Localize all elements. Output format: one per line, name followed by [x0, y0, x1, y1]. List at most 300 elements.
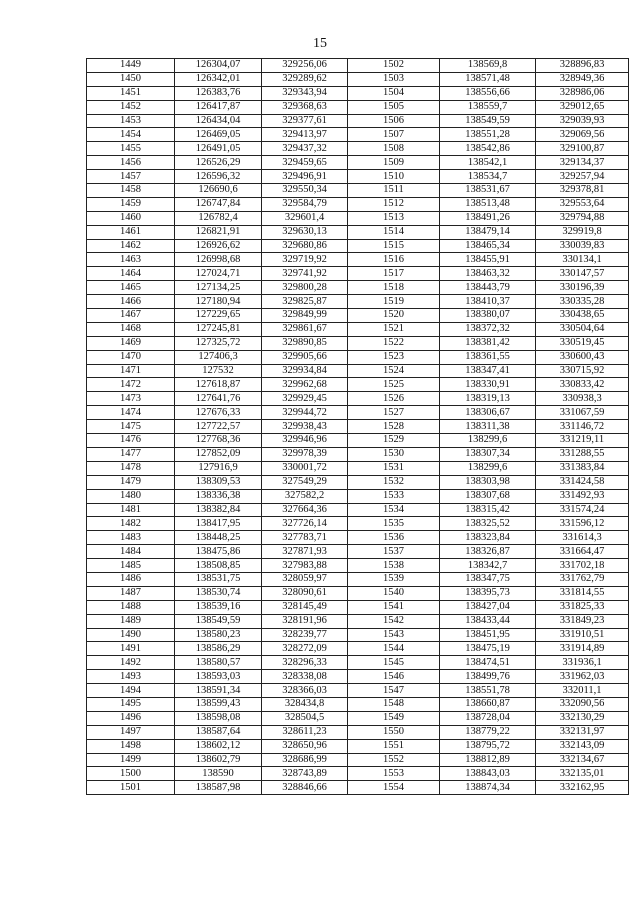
table-row — [87, 753, 629, 767]
page-number: 15 — [313, 36, 327, 51]
x-coordinate: 138347,41 — [440, 364, 536, 378]
x-coordinate: 138551,28 — [440, 128, 536, 142]
table-row — [87, 295, 629, 309]
x-coordinate: 138309,53 — [175, 475, 262, 489]
y-coordinate: 329377,61 — [262, 114, 348, 128]
x-coordinate: 138342,7 — [440, 559, 536, 573]
x-coordinate: 138599,43 — [175, 697, 262, 711]
x-coordinate: 138571,48 — [440, 72, 536, 86]
x-coordinate: 138499,76 — [440, 670, 536, 684]
y-coordinate: 329343,94 — [262, 86, 348, 100]
x-coordinate: 138513,48 — [440, 197, 536, 211]
point-number: 1458 — [87, 184, 175, 198]
y-coordinate: 332011,1 — [536, 684, 629, 698]
x-coordinate: 138410,37 — [440, 295, 536, 309]
point-number: 1526 — [348, 392, 440, 406]
y-coordinate: 331936,1 — [536, 656, 629, 670]
point-number: 1507 — [348, 128, 440, 142]
point-number: 1499 — [87, 753, 175, 767]
x-coordinate: 138347,75 — [440, 572, 536, 586]
table-row — [87, 559, 629, 573]
y-coordinate: 328949,36 — [536, 72, 629, 86]
point-number: 1542 — [348, 614, 440, 628]
x-coordinate: 138475,86 — [175, 545, 262, 559]
table-row — [87, 350, 629, 364]
x-coordinate: 126304,07 — [175, 59, 262, 73]
point-number: 1491 — [87, 642, 175, 656]
y-coordinate: 328366,03 — [262, 684, 348, 698]
table-row — [87, 378, 629, 392]
y-coordinate: 330438,65 — [536, 309, 629, 323]
x-coordinate: 138395,73 — [440, 586, 536, 600]
y-coordinate: 332134,67 — [536, 753, 629, 767]
x-coordinate: 138795,72 — [440, 739, 536, 753]
y-coordinate: 329437,32 — [262, 142, 348, 156]
point-number: 1478 — [87, 461, 175, 475]
point-number: 1553 — [348, 767, 440, 781]
x-coordinate: 127852,09 — [175, 447, 262, 461]
y-coordinate: 329459,65 — [262, 156, 348, 170]
x-coordinate: 138380,07 — [440, 309, 536, 323]
table-row — [87, 711, 629, 725]
table-row — [87, 267, 629, 281]
point-number: 1523 — [348, 350, 440, 364]
y-coordinate: 328145,49 — [262, 600, 348, 614]
coordinates-table — [86, 58, 629, 795]
x-coordinate: 138531,75 — [175, 572, 262, 586]
table-row — [87, 281, 629, 295]
y-coordinate: 330519,45 — [536, 336, 629, 350]
x-coordinate: 138475,19 — [440, 642, 536, 656]
point-number: 1452 — [87, 100, 175, 114]
x-coordinate: 138299,6 — [440, 461, 536, 475]
y-coordinate: 327664,36 — [262, 503, 348, 517]
point-number: 1461 — [87, 225, 175, 239]
x-coordinate: 127916,9 — [175, 461, 262, 475]
table-row — [87, 614, 629, 628]
table-row — [87, 364, 629, 378]
table-row — [87, 684, 629, 698]
table-row — [87, 656, 629, 670]
point-number: 1547 — [348, 684, 440, 698]
x-coordinate: 127134,25 — [175, 281, 262, 295]
point-number: 1489 — [87, 614, 175, 628]
point-number: 1495 — [87, 697, 175, 711]
y-coordinate: 327983,88 — [262, 559, 348, 573]
y-coordinate: 329849,99 — [262, 309, 348, 323]
point-number: 1529 — [348, 434, 440, 448]
y-coordinate: 332143,09 — [536, 739, 629, 753]
x-coordinate: 138602,79 — [175, 753, 262, 767]
point-number: 1485 — [87, 559, 175, 573]
table-row — [87, 642, 629, 656]
y-coordinate: 328650,96 — [262, 739, 348, 753]
x-coordinate: 138587,64 — [175, 725, 262, 739]
table-row — [87, 600, 629, 614]
table-row — [87, 128, 629, 142]
table-row — [87, 545, 629, 559]
y-coordinate: 328191,96 — [262, 614, 348, 628]
table-row — [87, 253, 629, 267]
point-number: 1517 — [348, 267, 440, 281]
y-coordinate: 329962,68 — [262, 378, 348, 392]
table-row — [87, 59, 629, 73]
point-number: 1540 — [348, 586, 440, 600]
y-coordinate: 331762,79 — [536, 572, 629, 586]
point-number: 1549 — [348, 711, 440, 725]
x-coordinate: 138660,87 — [440, 697, 536, 711]
table-row — [87, 489, 629, 503]
y-coordinate: 331664,47 — [536, 545, 629, 559]
y-coordinate: 330715,92 — [536, 364, 629, 378]
point-number: 1466 — [87, 295, 175, 309]
y-coordinate: 329413,97 — [262, 128, 348, 142]
table-row — [87, 420, 629, 434]
point-number: 1522 — [348, 336, 440, 350]
point-number: 1475 — [87, 420, 175, 434]
x-coordinate: 127618,87 — [175, 378, 262, 392]
y-coordinate: 329946,96 — [262, 434, 348, 448]
y-coordinate: 329794,88 — [536, 211, 629, 225]
y-coordinate: 328896,83 — [536, 59, 629, 73]
table-row — [87, 100, 629, 114]
x-coordinate: 127641,76 — [175, 392, 262, 406]
x-coordinate: 138307,34 — [440, 447, 536, 461]
table-row — [87, 322, 629, 336]
x-coordinate: 138551,78 — [440, 684, 536, 698]
table-row — [87, 739, 629, 753]
x-coordinate: 126596,32 — [175, 170, 262, 184]
y-coordinate: 329944,72 — [262, 406, 348, 420]
point-number: 1481 — [87, 503, 175, 517]
point-number: 1486 — [87, 572, 175, 586]
table-row — [87, 461, 629, 475]
x-coordinate: 138779,22 — [440, 725, 536, 739]
x-coordinate: 127722,57 — [175, 420, 262, 434]
y-coordinate: 330833,42 — [536, 378, 629, 392]
x-coordinate: 138549,59 — [440, 114, 536, 128]
point-number: 1470 — [87, 350, 175, 364]
x-coordinate: 126747,84 — [175, 197, 262, 211]
y-coordinate: 331424,58 — [536, 475, 629, 489]
point-number: 1463 — [87, 253, 175, 267]
y-coordinate: 328239,77 — [262, 628, 348, 642]
table-row — [87, 142, 629, 156]
x-coordinate: 138534,7 — [440, 170, 536, 184]
x-coordinate: 138307,68 — [440, 489, 536, 503]
point-number: 1541 — [348, 600, 440, 614]
x-coordinate: 126998,68 — [175, 253, 262, 267]
y-coordinate: 332162,95 — [536, 781, 629, 795]
point-number: 1479 — [87, 475, 175, 489]
x-coordinate: 138593,03 — [175, 670, 262, 684]
y-coordinate: 329257,94 — [536, 170, 629, 184]
table-row — [87, 434, 629, 448]
point-number: 1508 — [348, 142, 440, 156]
point-number: 1516 — [348, 253, 440, 267]
y-coordinate: 328611,23 — [262, 725, 348, 739]
x-coordinate: 138325,52 — [440, 517, 536, 531]
point-number: 1474 — [87, 406, 175, 420]
x-coordinate: 138319,13 — [440, 392, 536, 406]
x-coordinate: 138323,84 — [440, 531, 536, 545]
x-coordinate: 138591,34 — [175, 684, 262, 698]
y-coordinate: 327726,14 — [262, 517, 348, 531]
x-coordinate: 126342,01 — [175, 72, 262, 86]
point-number: 1473 — [87, 392, 175, 406]
y-coordinate: 330134,1 — [536, 253, 629, 267]
y-coordinate: 332090,56 — [536, 697, 629, 711]
point-number: 1488 — [87, 600, 175, 614]
table-row — [87, 447, 629, 461]
point-number: 1460 — [87, 211, 175, 225]
point-number: 1498 — [87, 739, 175, 753]
y-coordinate: 328434,8 — [262, 697, 348, 711]
point-number: 1493 — [87, 670, 175, 684]
point-number: 1545 — [348, 656, 440, 670]
x-coordinate: 138479,14 — [440, 225, 536, 239]
point-number: 1497 — [87, 725, 175, 739]
y-coordinate: 329630,13 — [262, 225, 348, 239]
y-coordinate: 331702,18 — [536, 559, 629, 573]
y-coordinate: 329719,92 — [262, 253, 348, 267]
point-number: 1490 — [87, 628, 175, 642]
x-coordinate: 138602,12 — [175, 739, 262, 753]
point-number: 1520 — [348, 309, 440, 323]
point-number: 1469 — [87, 336, 175, 350]
x-coordinate: 138299,6 — [440, 434, 536, 448]
y-coordinate: 330147,57 — [536, 267, 629, 281]
x-coordinate: 138427,04 — [440, 600, 536, 614]
point-number: 1453 — [87, 114, 175, 128]
y-coordinate: 330504,64 — [536, 322, 629, 336]
point-number: 1536 — [348, 531, 440, 545]
x-coordinate: 138569,8 — [440, 59, 536, 73]
y-coordinate: 331596,12 — [536, 517, 629, 531]
x-coordinate: 138508,85 — [175, 559, 262, 573]
x-coordinate: 138361,55 — [440, 350, 536, 364]
y-coordinate: 328743,89 — [262, 767, 348, 781]
y-coordinate: 331614,3 — [536, 531, 629, 545]
table-row — [87, 781, 629, 795]
y-coordinate: 331219,11 — [536, 434, 629, 448]
table-row — [87, 156, 629, 170]
table-row — [87, 406, 629, 420]
point-number: 1531 — [348, 461, 440, 475]
point-number: 1465 — [87, 281, 175, 295]
point-number: 1477 — [87, 447, 175, 461]
point-number: 1548 — [348, 697, 440, 711]
x-coordinate: 138580,23 — [175, 628, 262, 642]
y-coordinate: 329100,87 — [536, 142, 629, 156]
x-coordinate: 138539,16 — [175, 600, 262, 614]
y-coordinate: 327549,29 — [262, 475, 348, 489]
point-number: 1515 — [348, 239, 440, 253]
point-number: 1537 — [348, 545, 440, 559]
y-coordinate: 329934,84 — [262, 364, 348, 378]
y-coordinate: 329368,63 — [262, 100, 348, 114]
x-coordinate: 138549,59 — [175, 614, 262, 628]
point-number: 1530 — [348, 447, 440, 461]
y-coordinate: 331146,72 — [536, 420, 629, 434]
point-number: 1502 — [348, 59, 440, 73]
x-coordinate: 127406,3 — [175, 350, 262, 364]
x-coordinate: 138306,67 — [440, 406, 536, 420]
point-number: 1513 — [348, 211, 440, 225]
point-number: 1521 — [348, 322, 440, 336]
x-coordinate: 126491,05 — [175, 142, 262, 156]
x-coordinate: 138728,04 — [440, 711, 536, 725]
x-coordinate: 138433,44 — [440, 614, 536, 628]
x-coordinate: 138372,32 — [440, 322, 536, 336]
x-coordinate: 138474,51 — [440, 656, 536, 670]
x-coordinate: 138843,03 — [440, 767, 536, 781]
x-coordinate: 127229,65 — [175, 309, 262, 323]
table-row — [87, 725, 629, 739]
y-coordinate: 329289,62 — [262, 72, 348, 86]
x-coordinate: 138381,42 — [440, 336, 536, 350]
x-coordinate: 138455,91 — [440, 253, 536, 267]
y-coordinate: 332130,29 — [536, 711, 629, 725]
x-coordinate: 138559,7 — [440, 100, 536, 114]
point-number: 1534 — [348, 503, 440, 517]
y-coordinate: 330039,83 — [536, 239, 629, 253]
y-coordinate: 331383,84 — [536, 461, 629, 475]
point-number: 1519 — [348, 295, 440, 309]
y-coordinate: 331814,55 — [536, 586, 629, 600]
y-coordinate: 328338,08 — [262, 670, 348, 684]
y-coordinate: 328059,97 — [262, 572, 348, 586]
point-number: 1496 — [87, 711, 175, 725]
point-number: 1480 — [87, 489, 175, 503]
point-number: 1462 — [87, 239, 175, 253]
point-number: 1457 — [87, 170, 175, 184]
point-number: 1510 — [348, 170, 440, 184]
point-number: 1482 — [87, 517, 175, 531]
point-number: 1464 — [87, 267, 175, 281]
y-coordinate: 329929,45 — [262, 392, 348, 406]
point-number: 1506 — [348, 114, 440, 128]
table-row — [87, 531, 629, 545]
table-row — [87, 586, 629, 600]
point-number: 1455 — [87, 142, 175, 156]
table-row — [87, 475, 629, 489]
point-number: 1514 — [348, 225, 440, 239]
x-coordinate: 138326,87 — [440, 545, 536, 559]
y-coordinate: 329256,06 — [262, 59, 348, 73]
y-coordinate: 329012,65 — [536, 100, 629, 114]
x-coordinate: 126383,76 — [175, 86, 262, 100]
table-row — [87, 572, 629, 586]
y-coordinate: 331825,33 — [536, 600, 629, 614]
point-number: 1505 — [348, 100, 440, 114]
y-coordinate: 329825,87 — [262, 295, 348, 309]
x-coordinate: 138465,34 — [440, 239, 536, 253]
x-coordinate: 138303,98 — [440, 475, 536, 489]
y-coordinate: 330196,39 — [536, 281, 629, 295]
point-number: 1484 — [87, 545, 175, 559]
table-row — [87, 225, 629, 239]
x-coordinate: 138330,91 — [440, 378, 536, 392]
x-coordinate: 138556,66 — [440, 86, 536, 100]
y-coordinate: 328846,66 — [262, 781, 348, 795]
x-coordinate: 138580,57 — [175, 656, 262, 670]
y-coordinate: 329039,93 — [536, 114, 629, 128]
x-coordinate: 138463,32 — [440, 267, 536, 281]
x-coordinate: 126526,29 — [175, 156, 262, 170]
table-row — [87, 211, 629, 225]
point-number: 1450 — [87, 72, 175, 86]
y-coordinate: 331849,23 — [536, 614, 629, 628]
y-coordinate: 329496,91 — [262, 170, 348, 184]
y-coordinate: 329861,67 — [262, 322, 348, 336]
point-number: 1554 — [348, 781, 440, 795]
point-number: 1472 — [87, 378, 175, 392]
y-coordinate: 329919,8 — [536, 225, 629, 239]
point-number: 1504 — [348, 86, 440, 100]
y-coordinate: 331574,24 — [536, 503, 629, 517]
point-number: 1543 — [348, 628, 440, 642]
table-row — [87, 670, 629, 684]
point-number: 1503 — [348, 72, 440, 86]
point-number: 1454 — [87, 128, 175, 142]
y-coordinate: 329550,34 — [262, 184, 348, 198]
y-coordinate: 329553,64 — [536, 197, 629, 211]
x-coordinate: 138382,84 — [175, 503, 262, 517]
x-coordinate: 138812,89 — [440, 753, 536, 767]
point-number: 1535 — [348, 517, 440, 531]
y-coordinate: 330938,3 — [536, 392, 629, 406]
point-number: 1512 — [348, 197, 440, 211]
y-coordinate: 329938,43 — [262, 420, 348, 434]
y-coordinate: 330335,28 — [536, 295, 629, 309]
point-number: 1456 — [87, 156, 175, 170]
x-coordinate: 127024,71 — [175, 267, 262, 281]
x-coordinate: 126926,62 — [175, 239, 262, 253]
point-number: 1501 — [87, 781, 175, 795]
table-row — [87, 503, 629, 517]
point-number: 1538 — [348, 559, 440, 573]
point-number: 1527 — [348, 406, 440, 420]
x-coordinate: 138531,67 — [440, 184, 536, 198]
point-number: 1528 — [348, 420, 440, 434]
point-number: 1551 — [348, 739, 440, 753]
y-coordinate: 328986,06 — [536, 86, 629, 100]
x-coordinate: 127532 — [175, 364, 262, 378]
table-row — [87, 86, 629, 100]
y-coordinate: 327783,71 — [262, 531, 348, 545]
x-coordinate: 127768,36 — [175, 434, 262, 448]
point-number: 1552 — [348, 753, 440, 767]
y-coordinate: 328504,5 — [262, 711, 348, 725]
y-coordinate: 327582,2 — [262, 489, 348, 503]
y-coordinate: 329890,85 — [262, 336, 348, 350]
point-number: 1494 — [87, 684, 175, 698]
table-row — [87, 517, 629, 531]
y-coordinate: 329905,66 — [262, 350, 348, 364]
x-coordinate: 138336,38 — [175, 489, 262, 503]
y-coordinate: 329800,28 — [262, 281, 348, 295]
y-coordinate: 331914,89 — [536, 642, 629, 656]
y-coordinate: 329069,56 — [536, 128, 629, 142]
x-coordinate: 126469,05 — [175, 128, 262, 142]
point-number: 1533 — [348, 489, 440, 503]
y-coordinate: 332131,97 — [536, 725, 629, 739]
point-number: 1468 — [87, 322, 175, 336]
y-coordinate: 331492,93 — [536, 489, 629, 503]
point-number: 1467 — [87, 309, 175, 323]
point-number: 1487 — [87, 586, 175, 600]
